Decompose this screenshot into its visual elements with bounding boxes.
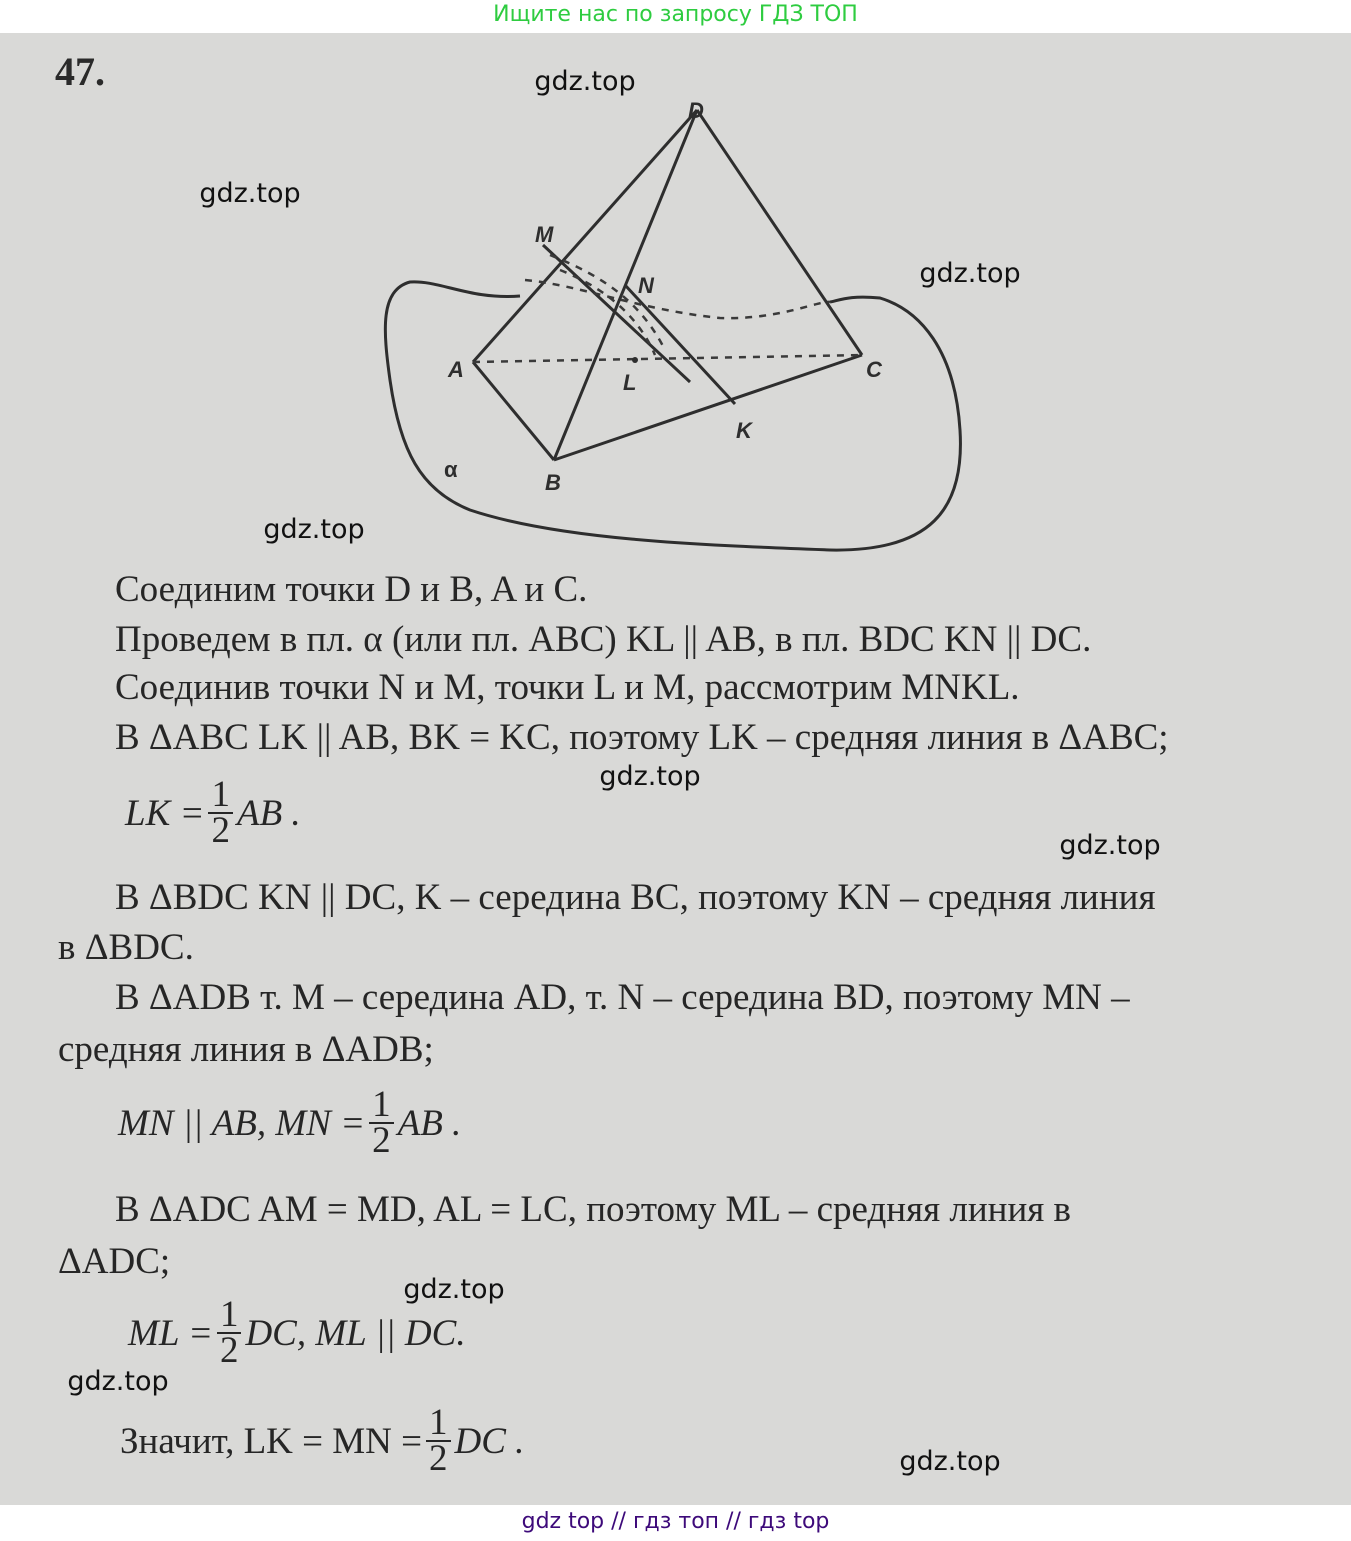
footer-links[interactable]: gdz top // гдз топ // гдз top xyxy=(521,1509,830,1534)
search-hint-banner: Ищите нас по запросу ГДЗ ТОП xyxy=(493,2,858,27)
label-L: L xyxy=(623,370,637,395)
formula-LK: LK = $\frac{1}{2}$ AB . xyxy=(125,774,301,851)
watermark: gdz.top xyxy=(899,1446,1001,1477)
label-N: N xyxy=(638,273,654,298)
label-C: C xyxy=(866,357,882,382)
watermark: gdz.top xyxy=(403,1274,505,1305)
watermark: gdz.top xyxy=(263,514,365,545)
edge-AD xyxy=(473,110,697,362)
edge-AB xyxy=(473,362,554,460)
text-line: В ΔABC LK || AB, BK = KC, поэтому LK – средняя линия в ΔABC; xyxy=(115,717,1169,758)
text-line: в ΔBDC. xyxy=(58,927,194,968)
label-A: A xyxy=(448,357,464,382)
dashed-plane-back xyxy=(525,280,830,318)
watermark: gdz.top xyxy=(599,761,701,792)
segment-MK xyxy=(543,245,690,382)
watermark: gdz.top xyxy=(199,178,301,209)
text-line: Соединим точки D и B, A и C. xyxy=(115,569,588,610)
watermark: gdz.top xyxy=(1059,830,1161,861)
text-line: ΔADC; xyxy=(58,1241,171,1282)
text-line: В ΔADB т. M – середина AD, т. N – середина BD, поэтому MN – xyxy=(115,977,1130,1018)
formula-MN: MN || AB, MN = $\frac{1}{2}$ AB . xyxy=(118,1084,462,1161)
text-line: В ΔADC AM = MD, AL = LC, поэтому ML – средняя линия в xyxy=(115,1189,1071,1230)
segment-NK xyxy=(625,285,735,404)
text-line: Соединив точки N и M, точки L и M, рассмотрим MNKL. xyxy=(115,667,1020,708)
text-line: В ΔBDC KN || DC, K – середина BC, поэтому KN – средняя линия xyxy=(115,877,1156,918)
edge-BC xyxy=(554,355,862,460)
watermark: gdz.top xyxy=(534,66,636,97)
problem-number: 47. xyxy=(55,49,105,94)
watermark: gdz.top xyxy=(919,258,1021,289)
watermark: gdz.top xyxy=(67,1366,169,1397)
label-alpha: α xyxy=(444,457,458,482)
formula-ML: ML = $\frac{1}{2}$ DC, ML || DC. xyxy=(128,1294,466,1371)
plane-alpha-outline xyxy=(385,282,960,550)
formula-conclusion: Значит, LK = MN = $\frac{1}{2}$ DC . xyxy=(120,1402,525,1479)
label-K: K xyxy=(736,418,752,443)
label-D: D xyxy=(688,98,704,123)
label-B: B xyxy=(545,470,561,495)
text-line: Проведем в пл. α (или пл. ABC) KL || AB, в пл. BDC KN || DC. xyxy=(115,619,1092,660)
label-M: M xyxy=(535,222,554,247)
text-line: средняя линия в ΔADB; xyxy=(58,1029,434,1070)
